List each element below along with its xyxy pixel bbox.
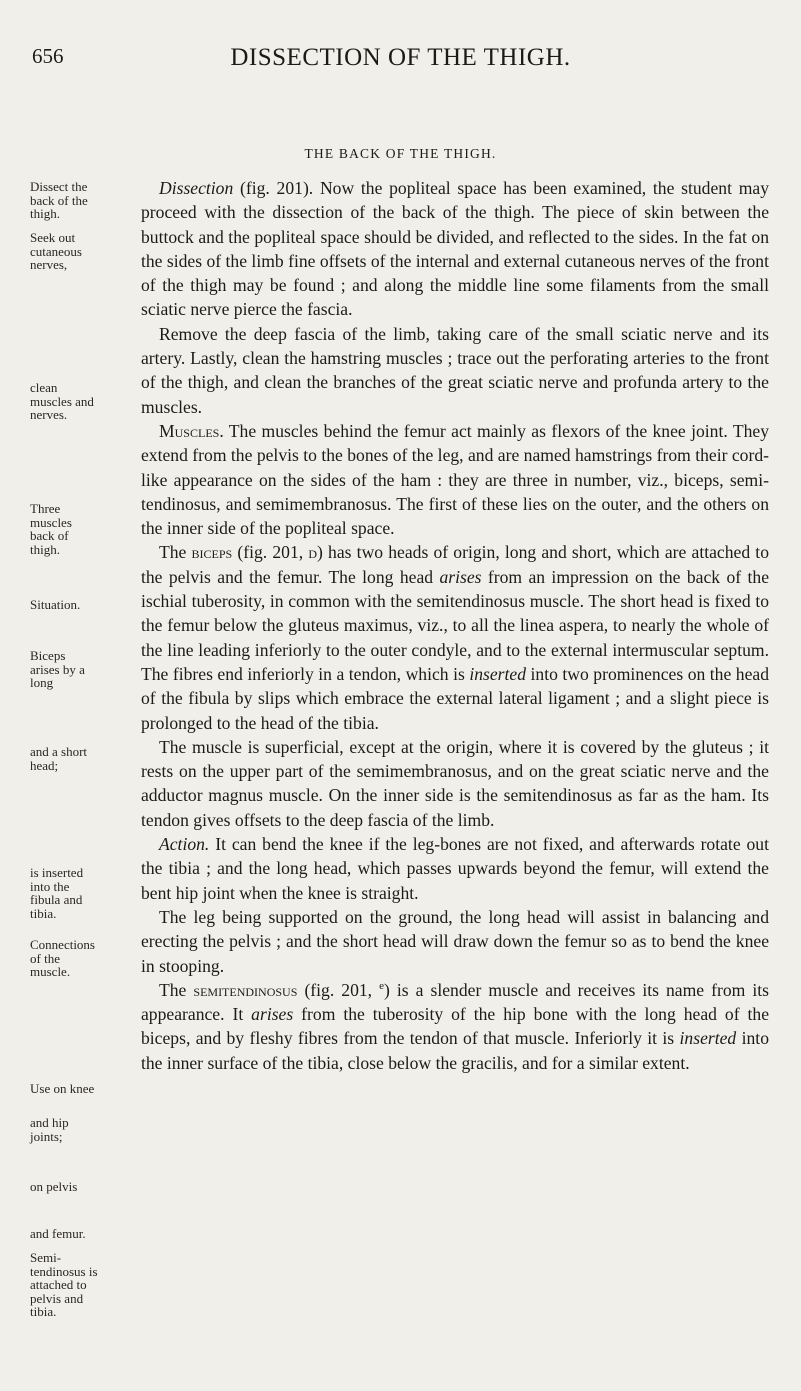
margin-note: Use on knee <box>30 1081 95 1096</box>
page-number: 656 <box>32 44 64 68</box>
margin-note: Connections of the muscle. <box>30 937 95 979</box>
margin-note: Biceps arises by a long <box>30 648 85 690</box>
margin-note: clean muscles and nerves. <box>30 380 94 422</box>
section-heading: THE BACK OF THE THIGH. <box>304 146 497 161</box>
running-title: DISSECTION OF THE THIGH. <box>230 44 571 71</box>
paragraph: Action. It can bend the knee if the leg-bones are not fixed, and afterwards rotate out the tibia ; and the long head, which passes upwards beyond the femur, will extend the bent hip joint when the knee is straight. <box>141 834 769 903</box>
paragraph: Muscles. The muscles behind the femur act mainly as flexors of the knee joint. They extend from the pelvis to the bones of the leg, and are named hamstrings from their cord-like appearance on the sides of the ham : they are three in number, viz., biceps, semi-tendinosus, and semimembranosus. The first of these lies on the outer, and the others on the inner side of the popliteal space. <box>141 420 769 539</box>
margin-note: Dissect the back of the thigh. <box>30 179 88 221</box>
paragraph: The muscle is superficial, except at the origin, where it is covered by the gluteus ; it rests on the upper part of the semimembranosus, and on the great sciatic nerve and the adductor magnus muscle. On the inner side is the semitendinosus as far as the ham. Its tendon gives offsets to the deep fascia of the limb. <box>141 736 769 830</box>
paragraph: The leg being supported on the ground, the long head will assist in balancing and erecting the pelvis ; and the short head will draw down the femur so as to bend the knee in stooping. <box>141 906 769 976</box>
margin-note: and femur. <box>30 1226 86 1241</box>
margin-note: Situation. <box>30 597 81 612</box>
margin-note: on pelvis <box>30 1179 78 1194</box>
paragraph: The biceps (fig. 201, d) has two heads of origin, long and short, which are attached to the pelvis and the femur. The long head arises from an impression on the back of the ischial tuberosity, in common with the semitendinosus muscle. The short head is fixed to the femur below the gluteus maximus, viz., to all the linea aspera, to nearly the whole of the line leading inferiorly to the outer condyle, and to the external intermuscular septum. The fibres end inferiorly in a tendon, which is inserted into two prominences on the head of the fibula by slips which embrace the external lateral ligament ; and a slight piece is prolonged to the head of the tibia. <box>141 542 770 733</box>
margin-note: is inserted into the fibula and tibia. <box>30 865 84 921</box>
margin-note: Three muscles back of thigh. <box>30 501 72 557</box>
paragraph: The semitendinosus (fig. 201, $^e$) is a slender muscle and receives its name from its appearance. It arises from the tuberosity of the hip bone with the long head of the biceps, and by fleshy fibres from the tendon of that muscle. Inferiorly it is inserted into the inner surface of the tibia, close below the gracilis, and for a similar extent. <box>141 979 770 1073</box>
margin-note: Semi-tendinosus is attached to pelvis and tibia. <box>30 1250 98 1319</box>
paragraph: Remove the deep fascia of the limb, taking care of the small sciatic nerve and its artery. Lastly, clean the hamstring muscles ; trace out the perforating arteries to the front of the thigh, and clean the branches of the great sciatic nerve and profunda artery to the muscles. <box>141 323 769 417</box>
paragraph: Dissection (fig. 201). Now the popliteal space has been examined, the student may proceed with the dissection of the back of the thigh. The piece of skin between the buttock and the popliteal space should be divided, and reflected to the sides. In the fat on the sides of the limb fine offsets of the internal and external cutaneous nerves of the front of the thigh may be found ; and along the middle line some filaments from the small sciatic nerve pierce the fascia. <box>141 178 769 320</box>
margin-note: Seek out cutaneous nerves, <box>30 230 82 272</box>
body-text <box>141 176 769 1075</box>
margin-note: and a short head; <box>30 744 88 773</box>
margin-note: and hip joints; <box>30 1115 69 1144</box>
